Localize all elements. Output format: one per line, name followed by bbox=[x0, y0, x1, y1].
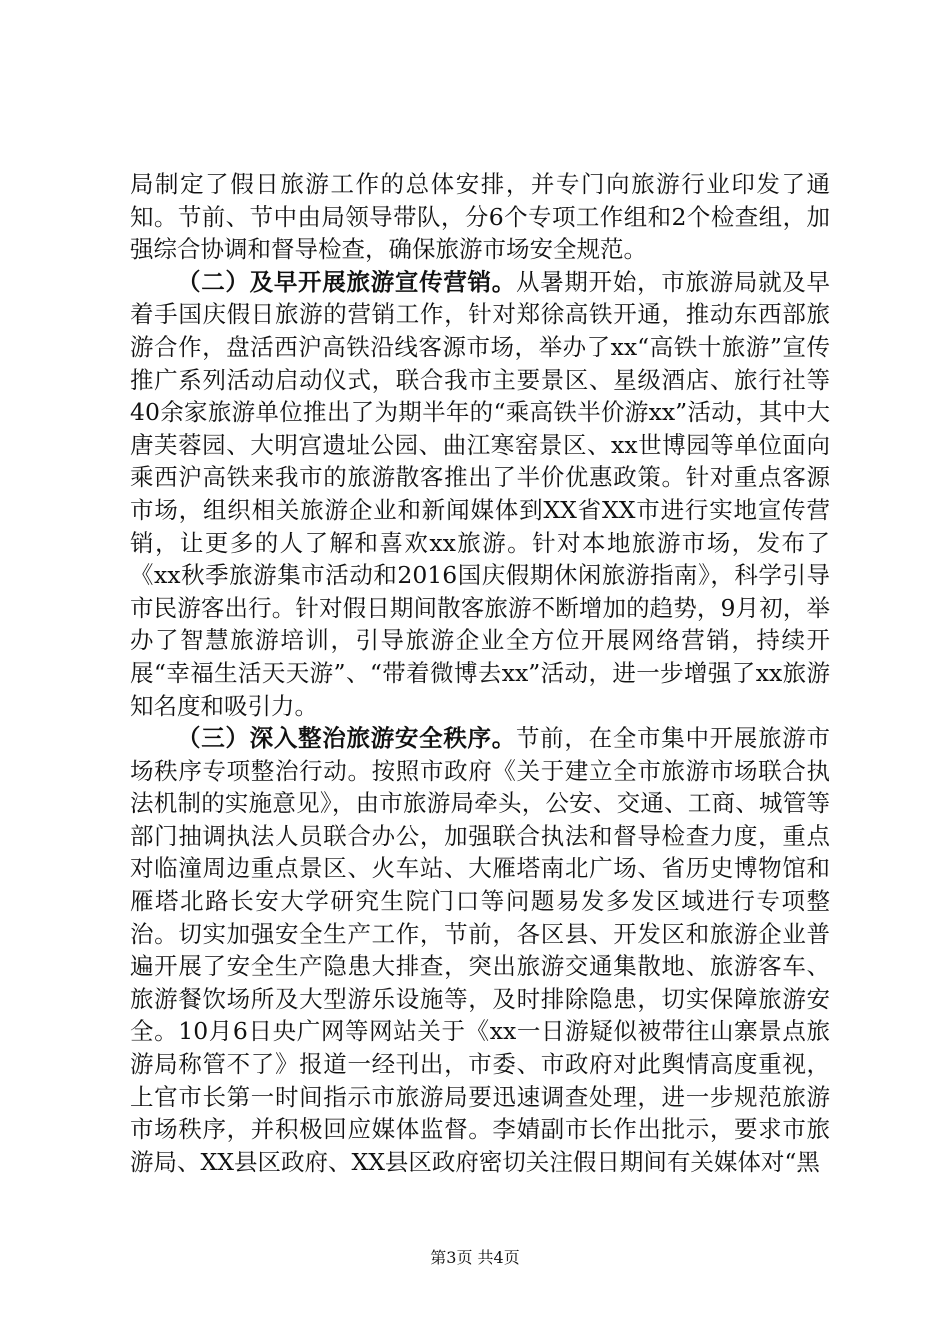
paragraph-tourism-safety bbox=[130, 722, 830, 1178]
paragraph-tourism-marketing bbox=[130, 266, 830, 722]
section-heading-marketing: （二）及早开展旅游宣传营销。 bbox=[177, 267, 516, 296]
section-heading-safety: （三）深入整治旅游安全秩序。 bbox=[177, 724, 516, 753]
paragraph-continuation bbox=[130, 168, 830, 266]
page-number: 第3页 共4页 bbox=[430, 1248, 520, 1267]
document-body bbox=[130, 168, 830, 1178]
page-footer bbox=[0, 1245, 950, 1268]
paragraph-text: 节前，在全市集中开展旅游市场秩序专项整治行动。按照市政府《关于建立全市旅游市场联合执法机制的实施意见》，由市旅游局牵头，公安、交通、工商、城管等部门抽调执法人员联合办公，加强联合执法和督导检查力度，重点对临潼周边重点景区、火车站、大雁塔南北广场、省历史博物馆和雁塔北路长安大学研究生院门口等问题易发多发区域进行专项整治。切实加强安全生产工作，节前，各区县、开发区和旅游企业普遍开展了安全生产隐患大排查，突出旅游交通集散地、旅游客车、旅游餐饮场所及大型游乐设施等，及时排除隐患，切实保障旅游安全。10月6日央广网等网站关于《xx一日游疑似被带往山寨景点旅游局称管不了》报道一经刊出，市委、市政府对此舆情高度重视，上官市长第一时间指示市旅游局要迅速调查处理，进一步规范旅游市场秩序，并积极回应媒体监督。李婧副市长作出批示，要求市旅游局、XX县区政府、XX县区政府密切关注假日期间有关媒体对“黑 bbox=[130, 724, 831, 1176]
paragraph-text: 局制定了假日旅游工作的总体安排，并专门向旅游行业印发了通知。节前、节中由局领导带队，分6个专项工作组和2个检查组，加强综合协调和督导检查，确保旅游市场安全规范。 bbox=[130, 170, 830, 264]
paragraph-text: 从暑期开始，市旅游局就及早着手国庆假日旅游的营销工作，针对郑徐高铁开通，推动东西部旅游合作，盘活西沪高铁沿线客源市场，举办了xx“高铁十旅游”宣传推广系列活动启动仪式，联合我市主要景区、星级酒店、旅行社等40余家旅游单位推出了为期半年的“乘高铁半价游xx”活动，其中大唐芙蓉园、大明宫遗址公园、曲江寒窑景区、xx世博园等单位面向乘西沪高铁来我市的旅游散客推出了半价优惠政策。针对重点客源市场，组织相关旅游企业和新闻媒体到XX省XX市进行实地宣传营销，让更多的人了解和喜欢xx旅游。针对本地旅游市场，发布了《xx秋季旅游集市活动和2016国庆假期休闲旅游指南》，科学引导市民游客出行。针对假日期间散客旅游不断增加的趋势，9月初，举办了智慧旅游培训，引导旅游企业全方位开展网络营销，持续开展“幸福生活天天游”、“带着微博去xx”活动，进一步增强了xx旅游知名度和吸引力。 bbox=[130, 267, 831, 720]
